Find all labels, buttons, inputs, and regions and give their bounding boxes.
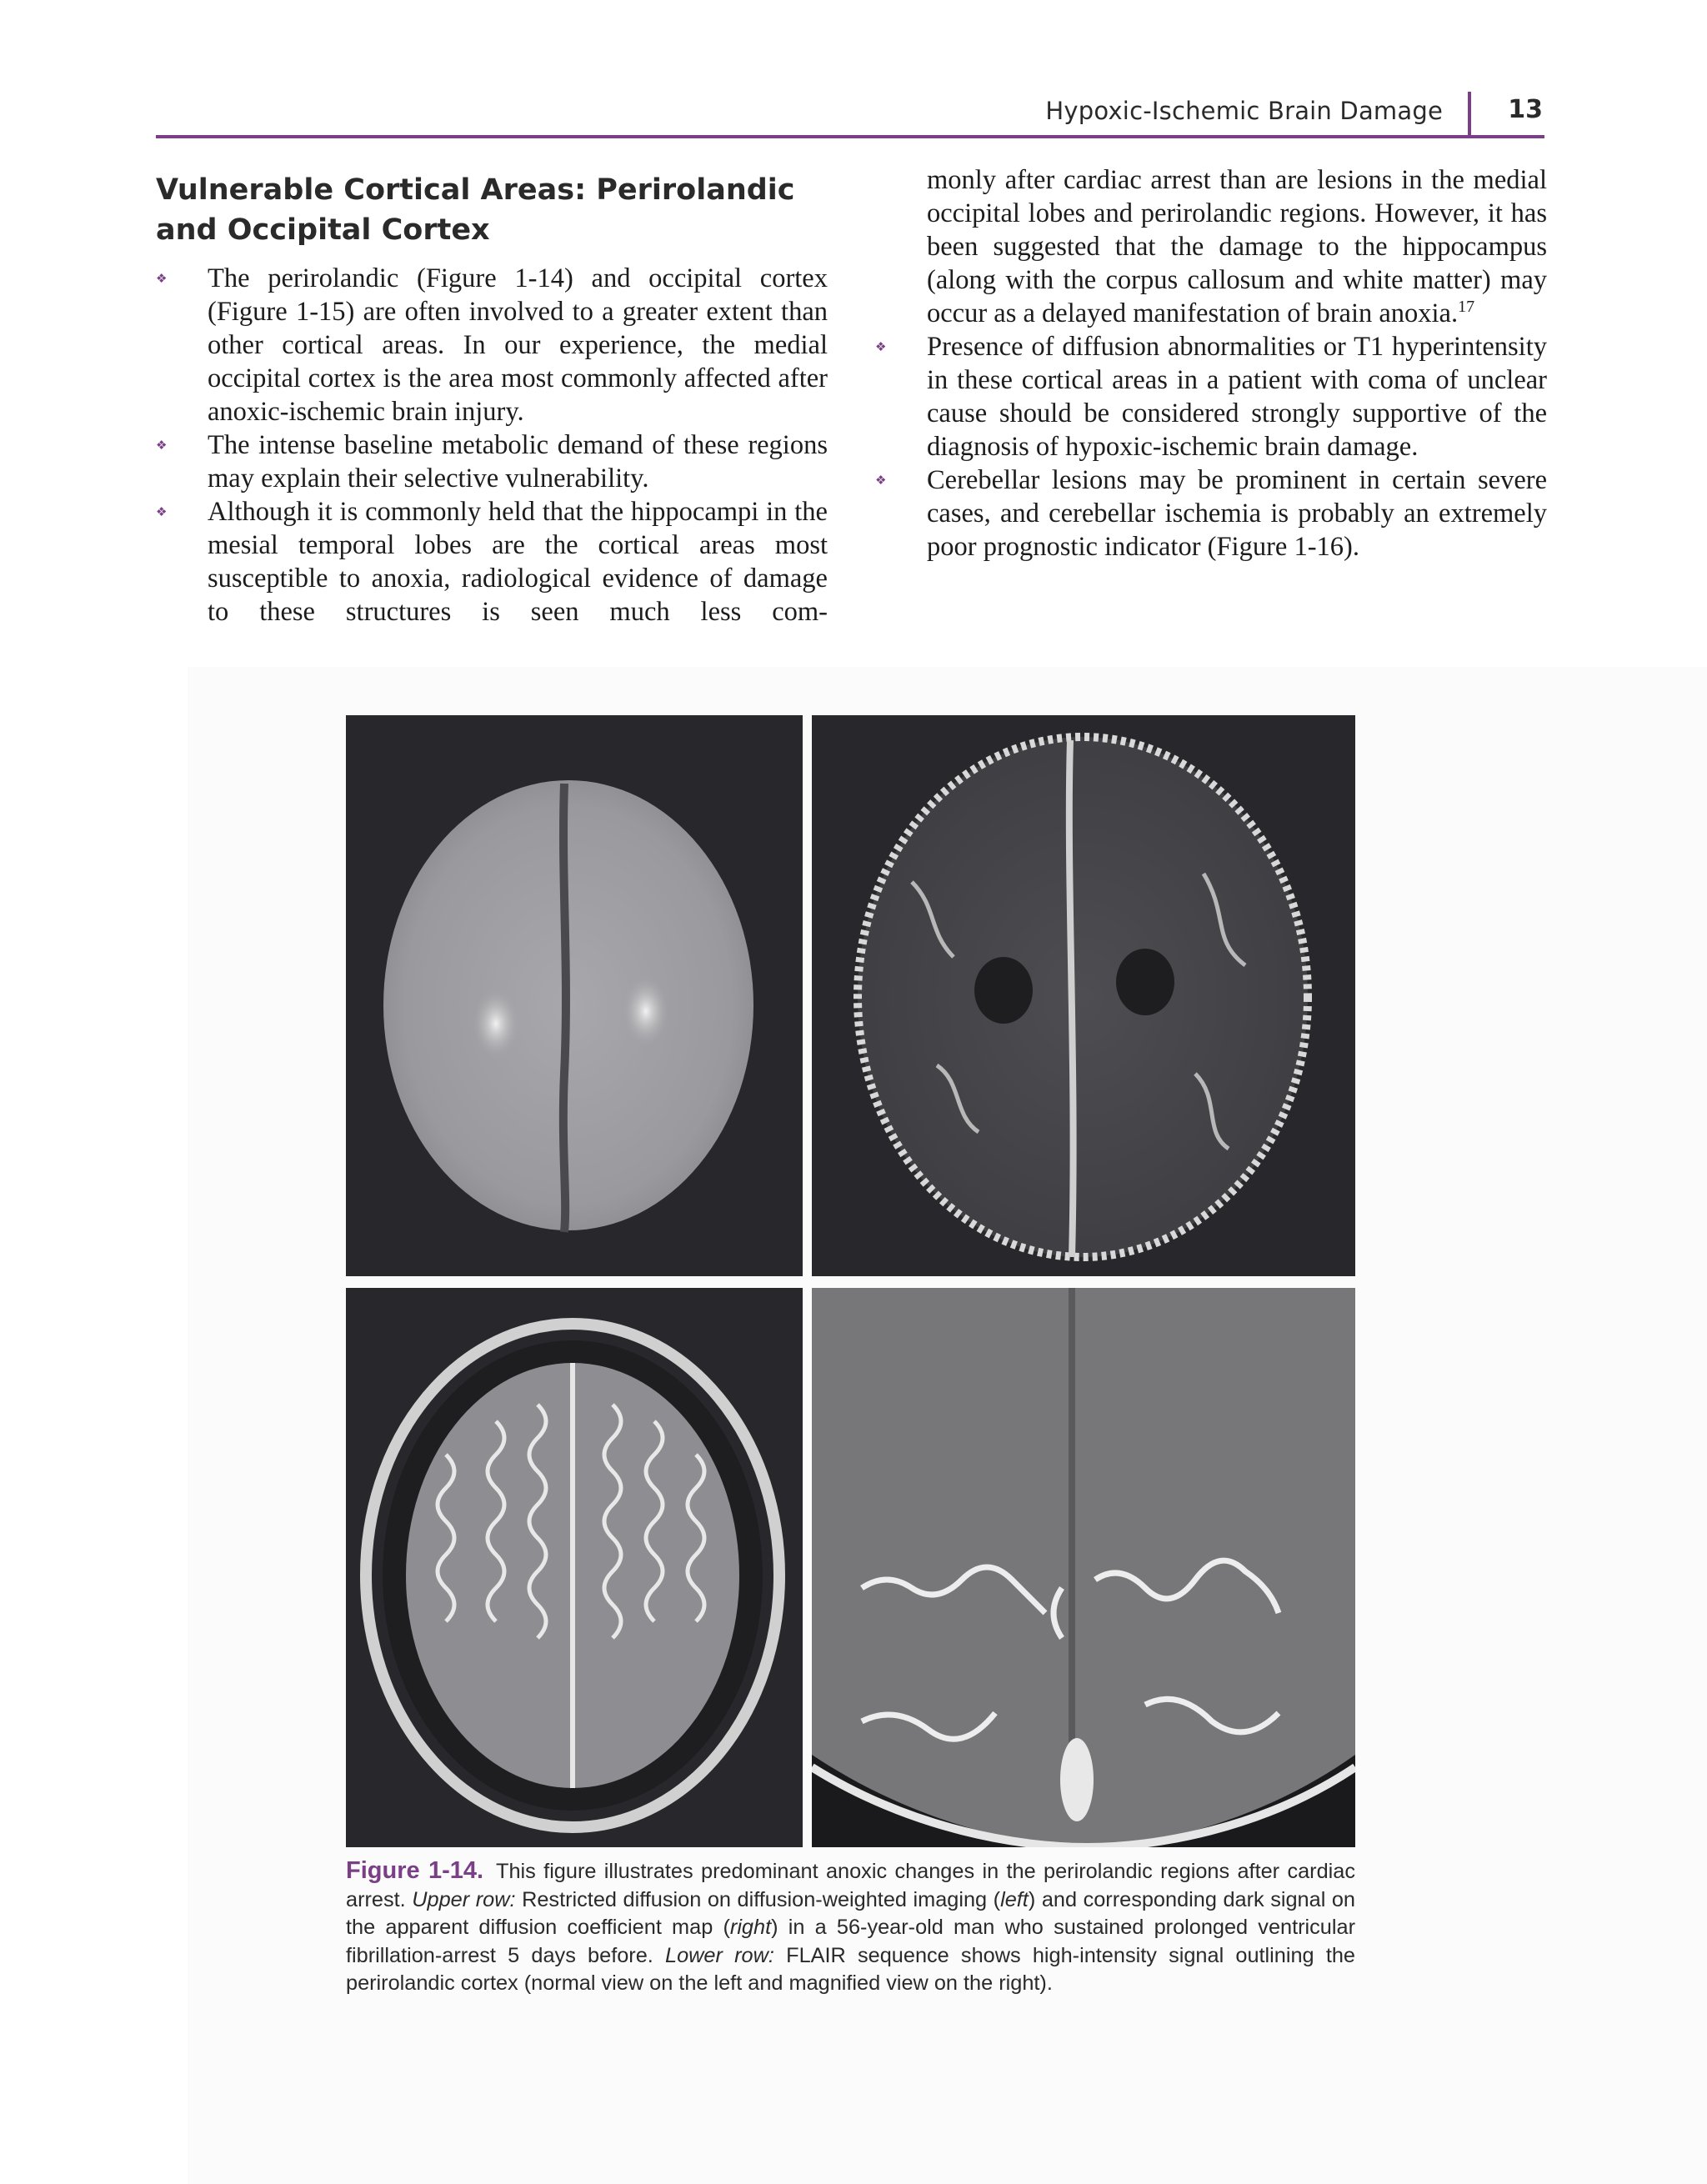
caption-text: FLAIR sequence shows high-intensity signal outlining the perirolandic cortex (normal view on the left and magnified view on the right).: [346, 1943, 1355, 1995]
caption-text: ) and corresponding dark signal on the apparent diffusion coefficient map (: [346, 1887, 1356, 1939]
section-heading: [156, 170, 828, 250]
flair-image-panel: [346, 1288, 803, 1847]
figure-caption: [346, 1857, 1355, 1998]
running-head-title: Hypoxic-Ischemic Brain Damage: [1045, 97, 1443, 125]
running-header: [156, 92, 1544, 138]
bullet-text: Presence of diffusion abnormalities or T1 hyperintensity in these cortical areas in a patient with coma of unclear cause should be considered strongly supportive of the diagnosis of hypoxic-ischemic brain damage.: [927, 332, 1547, 462]
right-column: [875, 163, 1547, 564]
bullet-item: [875, 330, 1547, 463]
bullet-item: [156, 262, 828, 428]
section-heading-line-2: and Occipital Cortex: [156, 213, 490, 247]
diamond-bullet-icon: ❖: [156, 504, 168, 519]
header-divider: [1468, 92, 1471, 135]
diamond-bullet-icon: ❖: [156, 438, 168, 453]
bullet-text: The perirolandic (Figure 1-14) and occipital cortex (Figure 1-15) are often involved to a greater extent than other cortical areas. In our experience, the medial occipital cortex is the area most commonly affected after anoxic-ischemic brain injury.: [208, 263, 828, 427]
continuation-paragraph: [875, 163, 1547, 330]
flair-magnified-image-panel: [812, 1288, 1355, 1847]
section-heading-line-1: Vulnerable Cortical Areas: Perirolandic: [156, 173, 795, 207]
dwi-brain-image: [346, 715, 803, 1276]
upper-row-label: Upper row:: [412, 1887, 516, 1911]
lower-row-label: Lower row:: [665, 1943, 774, 1967]
diamond-bullet-icon: ❖: [875, 473, 887, 488]
bullet-item: [875, 463, 1547, 564]
adc-brain-image: [812, 715, 1355, 1276]
dwi-image-panel: [346, 715, 803, 1276]
figure-label: Figure 1-14.: [346, 1857, 484, 1884]
right-label: right: [729, 1916, 772, 1939]
page-number: 13: [1508, 95, 1543, 124]
reference-superscript: 17: [1458, 298, 1475, 317]
caption-text: ) in a 56-year-old man who sustained prolonged ventricular fibrillation-arrest 5 days before.: [346, 1916, 1355, 1967]
diamond-bullet-icon: ❖: [156, 271, 168, 286]
left-column: [156, 163, 828, 629]
bullet-text: The intense baseline metabolic demand of these regions may explain their selective vulnerability.: [208, 430, 828, 493]
caption-text: This figure illustrates predominant anoxic changes in the perirolandic regions after cardiac arrest.: [346, 1860, 1355, 1911]
bullet-text: Although it is commonly held that the hippocampi in the mesial temporal lobes are the cortical areas most susceptible to anoxia, radiological evidence of damage to these structures is seen much less com-: [208, 497, 828, 627]
diamond-bullet-icon: ❖: [875, 339, 887, 354]
bullet-item: [156, 428, 828, 495]
bullet-item: [156, 495, 828, 629]
flair-magnified-brain-image: [812, 1288, 1355, 1847]
adc-image-panel: [812, 715, 1355, 1276]
bullet-text: Cerebellar lesions may be prominent in certain severe cases, and cerebellar ischemia is probably an extremely poor prognostic indicator (Figure 1-16).: [927, 465, 1547, 562]
left-label: left: [1000, 1887, 1029, 1911]
continuation-text: monly after cardiac arrest than are lesions in the medial occipital lobes and perirolandic regions. However, it has been suggested that the damage to the hippocampus (along with the corpus callosum and white matter) may occur as a delayed manifestation of brain anoxia.: [927, 165, 1547, 328]
flair-brain-image: [346, 1288, 803, 1847]
caption-text: Restricted diffusion on diffusion-weighted imaging (: [522, 1887, 1001, 1911]
